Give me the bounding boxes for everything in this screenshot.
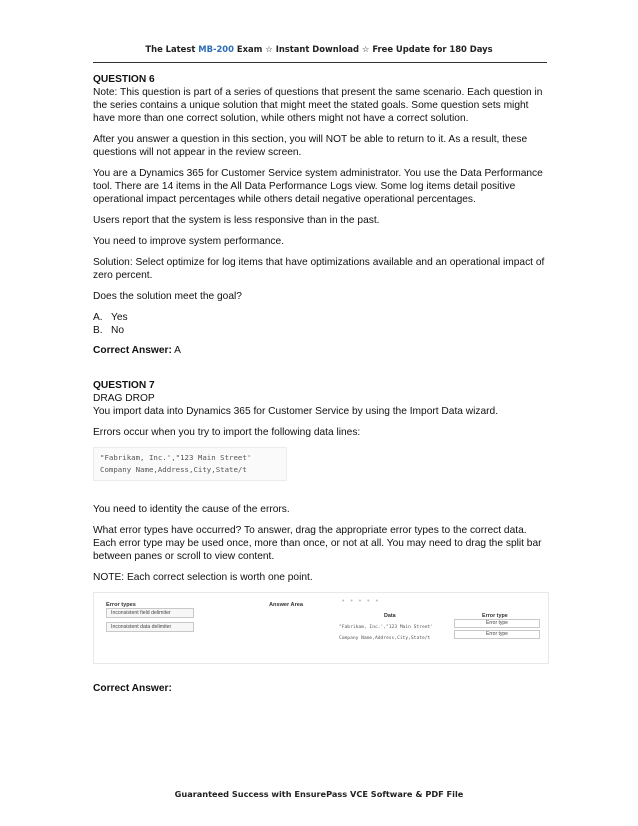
option-b-text: No xyxy=(111,325,125,336)
q6-options xyxy=(93,311,549,337)
q6-solution: Solution: Select optimize for log items that have optimizations available and an operational impact of zero percent. xyxy=(93,257,545,281)
split-bar-handle[interactable]: • • • • • xyxy=(342,598,381,605)
answer-area-label: Answer Area xyxy=(269,602,303,608)
q6-report: Users report that the system is less responsive than in the past. xyxy=(93,215,380,226)
data-row-2: Company Name,Address,City,State/t xyxy=(339,636,431,641)
page-footer: Guaranteed Success with EnsurePass VCE Software & PDF File xyxy=(174,789,464,799)
question-7-title: QUESTION 7 xyxy=(93,380,155,391)
code-line-1: "Fabrikam, Inc.',"123 Main Street' xyxy=(100,453,252,462)
error-types-label: Error types xyxy=(106,602,136,608)
q7-type: DRAG DROP xyxy=(93,393,155,404)
q6-answer-value: A xyxy=(171,345,181,356)
q7-instructions: What error types have occurred? To answer, drag the appropriate error types to the correct data. Each error type may be used once, more than once, or not at all. You may need to drag the split bar between panes or scroll to view content. xyxy=(93,525,542,562)
q7-correct-answer-label: Correct Answer: xyxy=(93,683,172,694)
drop-slot-row-1[interactable]: Error type xyxy=(454,619,540,628)
q7-need: You need to identity the cause of the errors. xyxy=(93,504,290,515)
q6-correct-answer xyxy=(93,344,549,357)
error-type-column-header: Error type xyxy=(482,613,508,619)
option-b-letter: B. xyxy=(93,325,103,336)
q7-intro: You import data into Dynamics 365 for Customer Service by using the Import Data wizard. xyxy=(93,406,499,417)
code-line-2: Company Name,Address,City,State/t xyxy=(100,465,247,474)
q6-scenario: You are a Dynamics 365 for Customer Service system administrator. You use the Data Performance tool. There are 14 items in the All Data Performance Logs view. Some log items detail positive operational impact percentages while others detail negative operational percentages. xyxy=(93,168,543,205)
q7-note: NOTE: Each correct selection is worth one point. xyxy=(93,572,313,583)
question-6-title: QUESTION 6 xyxy=(93,74,155,85)
option-a xyxy=(93,311,549,324)
q6-need: You need to improve system performance. xyxy=(93,236,285,247)
q6-answer-label: Correct Answer: xyxy=(93,345,172,356)
option-a-letter: A. xyxy=(93,312,103,323)
q7-errors-text: Errors occur when you try to import the following data lines: xyxy=(93,427,361,438)
error-type-data-delimiter[interactable]: Inconsistent data delimiter xyxy=(106,622,194,632)
page-header xyxy=(0,44,638,54)
option-a-text: Yes xyxy=(111,312,128,323)
header-pre: The Latest xyxy=(145,44,199,54)
drag-drop-exhibit xyxy=(93,592,549,664)
q6-question: Does the solution meet the goal? xyxy=(93,291,242,302)
q6-note: Note: This question is part of a series of questions that present the same scenario. Each question in the series contains a unique solution that might meet the stated goals. Some question sets might have more than one correct solution, while others might not have a correct solution. xyxy=(93,87,543,124)
data-lines-image xyxy=(93,447,287,481)
header-rule xyxy=(93,62,547,63)
document-body xyxy=(93,73,549,703)
q6-no-return: After you answer a question in this section, you will NOT be able to return to it. As a result, these questions will not appear in the review screen. xyxy=(93,134,528,158)
option-b xyxy=(93,324,549,337)
data-row-1: "Fabrikam, Inc.',"123 Main Street' xyxy=(339,625,434,630)
data-column-header: Data xyxy=(384,613,396,619)
error-type-field-delimiter[interactable]: Inconsistent field delimiter xyxy=(106,608,194,618)
exam-code: MB-200 xyxy=(198,44,234,54)
drop-slot-row-2[interactable]: Error type xyxy=(454,630,540,639)
header-post: Exam ☆ Instant Download ☆ Free Update for 180 Days xyxy=(233,44,493,54)
